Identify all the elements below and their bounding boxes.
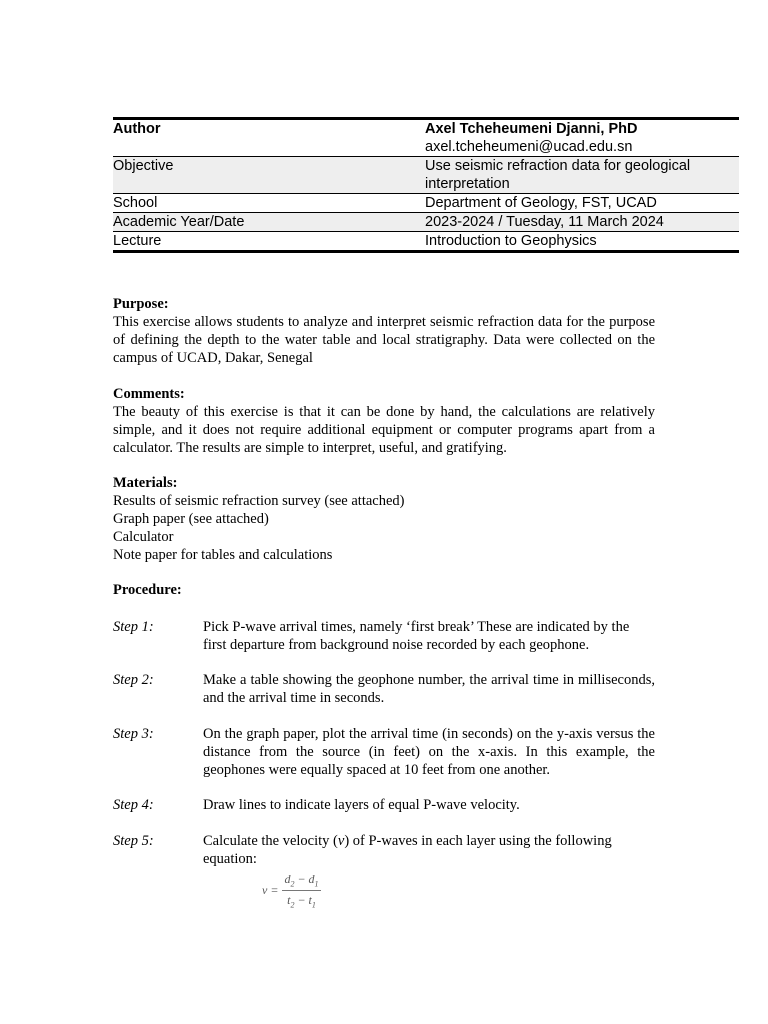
author-value: [425, 119, 739, 157]
equation-numerator: [282, 872, 320, 891]
eq-sub: 2: [290, 879, 295, 889]
step-label: Step 3:: [113, 726, 154, 742]
materials-item: Results of seismic refraction survey (see attached): [113, 493, 405, 509]
procedure-step: [113, 725, 655, 779]
procedure-heading-block: [113, 581, 655, 599]
eq-term: d: [308, 872, 315, 886]
step-text: Pick P-wave arrival times, namely ‘first break’ These are indicated by the first departure from background noise recorded by each geophone.: [203, 619, 630, 653]
eq-sub: 1: [311, 900, 316, 910]
materials-section: [113, 474, 655, 564]
purpose-text: This exercise allows students to analyze and interpret seismic refraction data for the purpose of defining the depth to the water table and local stratigraphy. Data were collected on the campus of UCAD, Dakar, Senegal: [113, 314, 655, 366]
author-row: [113, 119, 739, 157]
comments-heading: Comments:: [113, 386, 185, 402]
eq-term: t: [287, 893, 291, 908]
materials-item: Note paper for tables and calculations: [113, 547, 333, 563]
eq-sub: 2: [290, 900, 295, 910]
equation-denominator: [285, 891, 318, 909]
objective-row: [113, 157, 739, 194]
procedure-heading: Procedure:: [113, 582, 182, 598]
comments-text: The beauty of this exercise is that it can be done by hand, the calculations are relatively simple, and it does not require additional equipment or computer programs apart from a calculator. The results are simple to interpret, useful, and gratifying.: [113, 404, 655, 456]
header-info-table: [113, 117, 739, 253]
step-text-part: ) of P-waves in each layer using the following equation:: [203, 833, 612, 867]
lecture-value: Introduction to Geophysics: [425, 233, 597, 249]
comments-section: [113, 385, 655, 457]
purpose-section: [113, 295, 655, 367]
equation-lhs: v =: [262, 883, 279, 898]
eq-term: d: [284, 872, 291, 886]
step-label: Step 5:: [113, 833, 154, 849]
school-value: Department of Geology, FST, UCAD: [425, 194, 739, 213]
academic-year-row: [113, 213, 739, 232]
step-text: Draw lines to indicate layers of equal P-wave velocity.: [203, 797, 520, 813]
lecture-row: [113, 232, 739, 252]
eq-sub: 1: [314, 879, 319, 889]
step-label: Step 2:: [113, 672, 154, 688]
school-label: School: [113, 194, 425, 213]
materials-item: Calculator: [113, 529, 174, 545]
equation-fraction: [282, 872, 320, 910]
procedure-step: [113, 671, 655, 707]
step-text: On the graph paper, plot the arrival time (in seconds) on the y-axis versus the distance from the source (in feet) on the x-axis. In this example, the geophones were equally spaced at 10 feet from one another.: [203, 726, 655, 778]
procedure-step: [113, 618, 655, 654]
step-text-part: Calculate the velocity (: [203, 833, 338, 849]
objective-label: Objective: [113, 157, 425, 194]
step-label: Step 1:: [113, 619, 154, 635]
materials-heading: Materials:: [113, 475, 178, 491]
eq-term: t: [308, 893, 312, 908]
author-name: Axel Tcheheumeni Djanni, PhD: [425, 121, 638, 137]
step-text: [203, 832, 655, 868]
author-label: Author: [113, 119, 425, 157]
academic-year-value: 2023-2024 / Tuesday, 11 March 2024: [425, 213, 739, 232]
materials-item: Graph paper (see attached): [113, 511, 269, 527]
velocity-equation: [262, 872, 321, 910]
step-label: Step 4:: [113, 797, 154, 813]
lecture-label: Lecture: [113, 233, 162, 249]
eq-minus: −: [297, 893, 306, 908]
objective-value: Use seismic refraction data for geological interpretation: [425, 157, 739, 194]
academic-year-label: Academic Year/Date: [113, 213, 425, 232]
procedure-step: [113, 832, 655, 868]
purpose-heading: Purpose:: [113, 296, 169, 312]
eq-minus: −: [297, 872, 306, 886]
velocity-variable: v: [337, 833, 345, 849]
author-email: axel.tcheheumeni@ucad.edu.sn: [425, 139, 633, 155]
procedure-step: [113, 796, 655, 814]
step-text: Make a table showing the geophone number, the arrival time in milliseconds, and the arrival time in seconds.: [203, 672, 655, 706]
school-row: [113, 194, 739, 213]
